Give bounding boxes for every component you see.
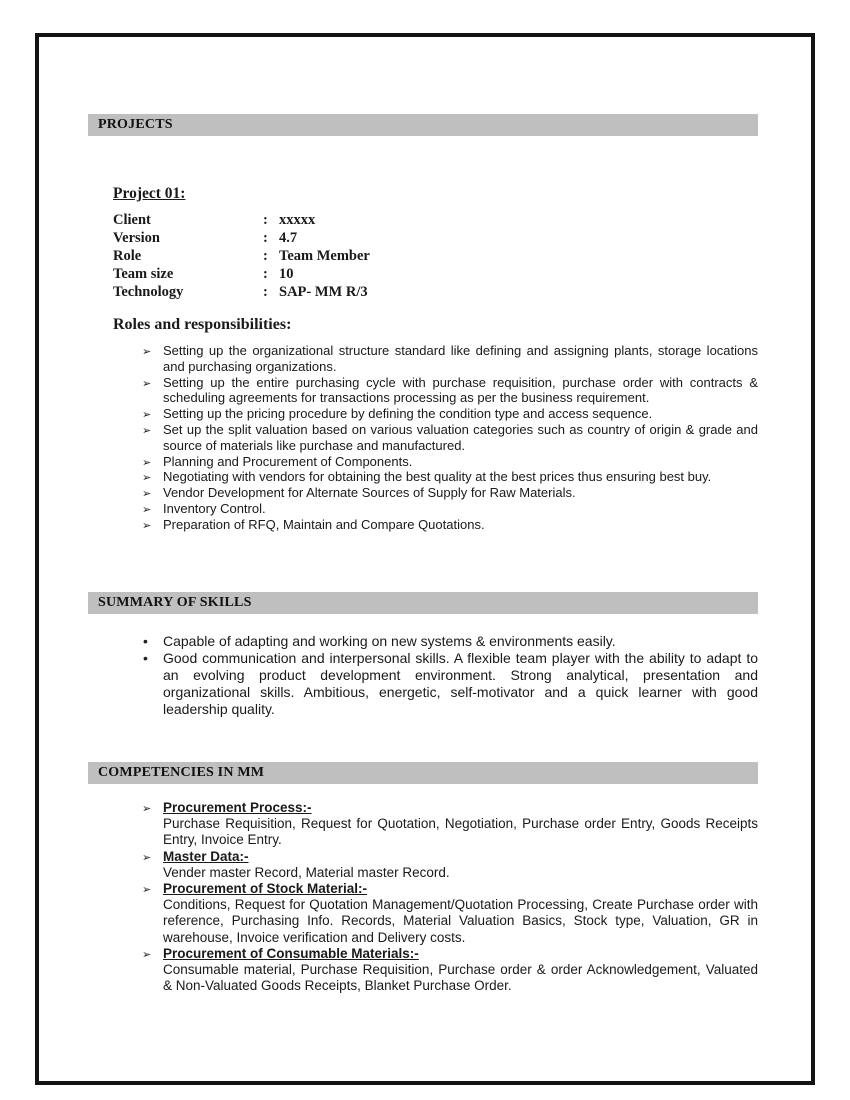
competency-description: Consumable material, Purchase Requisition, Purchase order & order Acknowledgement, Valuated & Non-Valuated Goods Receipts, Blanket Purchase Order. xyxy=(163,962,758,994)
roles-heading: Roles and responsibilities: xyxy=(113,316,292,333)
project-detail-row xyxy=(113,283,370,301)
arrow-bullet-icon: ➢ xyxy=(142,376,152,390)
role-item-text: Inventory Control. xyxy=(163,500,266,516)
detail-label: Version xyxy=(113,230,160,246)
arrow-bullet-icon: ➢ xyxy=(142,502,152,516)
arrow-bullet-icon: ➢ xyxy=(142,455,152,469)
detail-value: SAP- MM R/3 xyxy=(279,284,368,300)
competency-item xyxy=(140,800,758,849)
role-item-text: Planning and Procurement of Components. xyxy=(163,453,413,469)
role-item-text: Setting up the pricing procedure by defining the condition type and access sequence. xyxy=(163,406,653,422)
detail-label: Client xyxy=(113,212,151,228)
project-detail-row xyxy=(113,247,370,265)
detail-label: Technology xyxy=(113,284,184,300)
competency-title: Master Data:- xyxy=(163,848,249,864)
competency-description: Vender master Record, Material master Record. xyxy=(163,864,450,880)
arrow-bullet-icon: ➢ xyxy=(142,345,152,358)
section-header-skills-label: SUMMARY OF SKILLS xyxy=(98,595,252,610)
competency-description: Purchase Requisition, Request for Quotation, Negotiation, Purchase order Entry, Goods Receipts Entry, Invoice Entry. xyxy=(163,816,758,848)
project-detail-row xyxy=(113,229,370,247)
arrow-bullet-icon: ➢ xyxy=(142,518,152,532)
competency-item xyxy=(140,881,758,946)
competency-item xyxy=(140,946,758,995)
role-item xyxy=(140,469,758,485)
role-item-text: Setting up the organizational structure standard like defining and assigning plants, storage locations and purchasing organizations. xyxy=(163,343,758,374)
competency-description: Conditions, Request for Quotation Management/Quotation Processing, Create Purchase order with reference, Purchasing Info. Records, Material Valuation Basics, Stock type, Valuation, GR in warehouse, Invoice verification and Delivery costs. xyxy=(163,897,758,945)
skill-item-text: Capable of adapting and working on new systems & environments easily. xyxy=(163,633,616,649)
detail-value: Team Member xyxy=(279,248,370,264)
detail-value: 10 xyxy=(279,266,294,282)
section-header-skills xyxy=(88,592,758,614)
detail-value: xxxxx xyxy=(279,212,316,228)
arrow-bullet-icon: ➢ xyxy=(142,802,152,815)
role-item-text: Negotiating with vendors for obtaining the best quality at the best prices thus ensuring best buy. xyxy=(163,469,712,485)
project-title: Project 01: xyxy=(113,185,186,202)
detail-colon: : xyxy=(263,284,268,300)
role-item-text: Setting up the entire purchasing cycle with purchase requisition, purchase order with contracts & scheduling agreements for transactions processing as per the business requirement. xyxy=(163,374,758,406)
arrow-bullet-icon: ➢ xyxy=(142,408,152,422)
skill-item xyxy=(140,650,758,718)
section-header-projects-label: PROJECTS xyxy=(98,117,173,132)
detail-label: Team size xyxy=(113,266,174,282)
section-header-projects xyxy=(88,114,758,136)
role-item-text: Preparation of RFQ, Maintain and Compare Quotations. xyxy=(163,516,485,532)
detail-colon: : xyxy=(263,266,268,282)
role-item xyxy=(140,517,758,533)
arrow-bullet-icon: ➢ xyxy=(142,947,152,961)
detail-colon: : xyxy=(263,248,268,264)
section-header-competencies xyxy=(88,762,758,784)
competency-title: Procurement of Stock Material:- xyxy=(163,881,368,897)
role-item xyxy=(140,375,758,407)
skill-item xyxy=(140,633,758,650)
roles-list xyxy=(140,343,758,533)
detail-label: Role xyxy=(113,248,142,264)
arrow-bullet-icon: ➢ xyxy=(142,883,152,897)
project-detail-row xyxy=(113,211,370,229)
arrow-bullet-icon: ➢ xyxy=(142,471,152,485)
role-item-text: Vendor Development for Alternate Sources of Supply for Raw Materials. xyxy=(163,485,576,501)
skills-list xyxy=(140,633,758,718)
project-details-table xyxy=(113,211,370,301)
page-border-frame xyxy=(35,33,815,1085)
project-detail-row xyxy=(113,265,370,283)
detail-value: 4.7 xyxy=(279,230,298,246)
arrow-bullet-icon: ➢ xyxy=(142,850,152,864)
role-item xyxy=(140,485,758,501)
role-item-text: Set up the split valuation based on various valuation categories such as country of origin & grade and source of materials like purchase and manufactured. xyxy=(163,421,758,453)
role-item xyxy=(140,406,758,422)
arrow-bullet-icon: ➢ xyxy=(142,487,152,501)
role-item xyxy=(140,343,758,375)
competency-item xyxy=(140,849,758,881)
detail-colon: : xyxy=(263,212,268,228)
detail-colon: : xyxy=(263,230,268,246)
role-item xyxy=(140,422,758,454)
competency-title: Procurement of Consumable Materials:- xyxy=(163,945,419,961)
competencies-list xyxy=(140,800,758,994)
dot-bullet-icon: • xyxy=(143,633,148,649)
arrow-bullet-icon: ➢ xyxy=(142,423,152,437)
skill-item-text: Good communication and interpersonal skills. A flexible team player with the ability to adapt to an evolving product development environment. Strong analytical, presentation and organizational skills. Ambitious, energetic, self-motivator and a quick learner with good leadership quality. xyxy=(163,649,758,717)
role-item xyxy=(140,501,758,517)
section-header-competencies-label: COMPETENCIES IN MM xyxy=(98,765,265,780)
competency-title: Procurement Process:- xyxy=(163,800,312,815)
role-item xyxy=(140,454,758,470)
dot-bullet-icon: • xyxy=(143,649,148,666)
